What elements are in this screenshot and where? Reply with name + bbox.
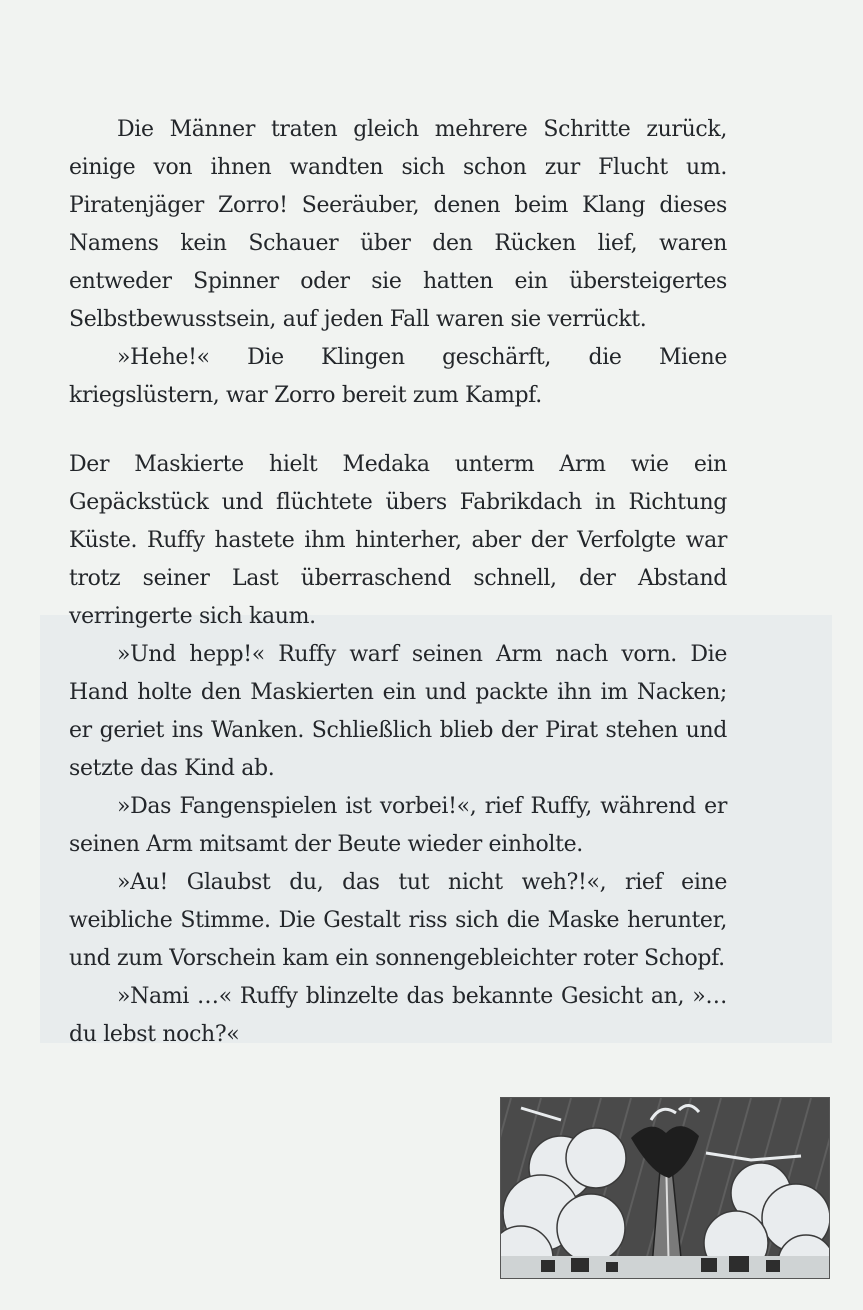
paragraph: »Und hepp!« Ruffy warf seinen Arm nach vorn. Die Hand holte den Maskierten ein und packte ihn im Nacken; er geriet ins Wanken. Schließlich blieb der Pirat stehen und setzte das Kind ab. — [69, 642, 727, 781]
paragraph: »Hehe!« Die Klingen geschärft, die Miene kriegslüstern, war Zorro bereit zum Kampf. — [69, 345, 727, 408]
paragraph: »Nami …« Ruffy blinzelte das bekannte Gesicht an, »… du lebst noch?« — [69, 984, 727, 1047]
text-section-1 — [69, 111, 727, 415]
manga-illustration-icon — [500, 1097, 830, 1279]
text-section-2 — [69, 446, 727, 1054]
paragraph: Der Maskierte hielt Medaka unterm Arm wie ein Gepäckstück und flüchtete übers Fabrikdach in Richtung Küste. Ruffy hastete ihm hinterher, aber der Verfolgte war trotz seiner Last überraschend schnell, der Abstand verringerte sich kaum. — [69, 452, 727, 629]
paragraph: »Au! Glaubst du, das tut nicht weh?!«, rief eine weibliche Stimme. Die Gestalt riss sich die Maske herunter, und zum Vorschein kam ein sonnengebleichter roter Schopf. — [69, 870, 727, 971]
paragraph: Die Männer traten gleich mehrere Schritte zurück, einige von ihnen wandten sich schon zur Flucht um. Piratenjäger Zorro! Seeräuber, denen beim Klang dieses Namens kein Schauer über den Rücken lief, waren entweder Spinner oder sie hatten ein übersteigertes Selbstbewusstsein, auf jeden Fall waren sie verrückt. — [69, 117, 727, 332]
paragraph: »Das Fangenspielen ist vorbei!«, rief Ruffy, während er seinen Arm mitsamt der Beute wieder einholte. — [69, 794, 727, 857]
